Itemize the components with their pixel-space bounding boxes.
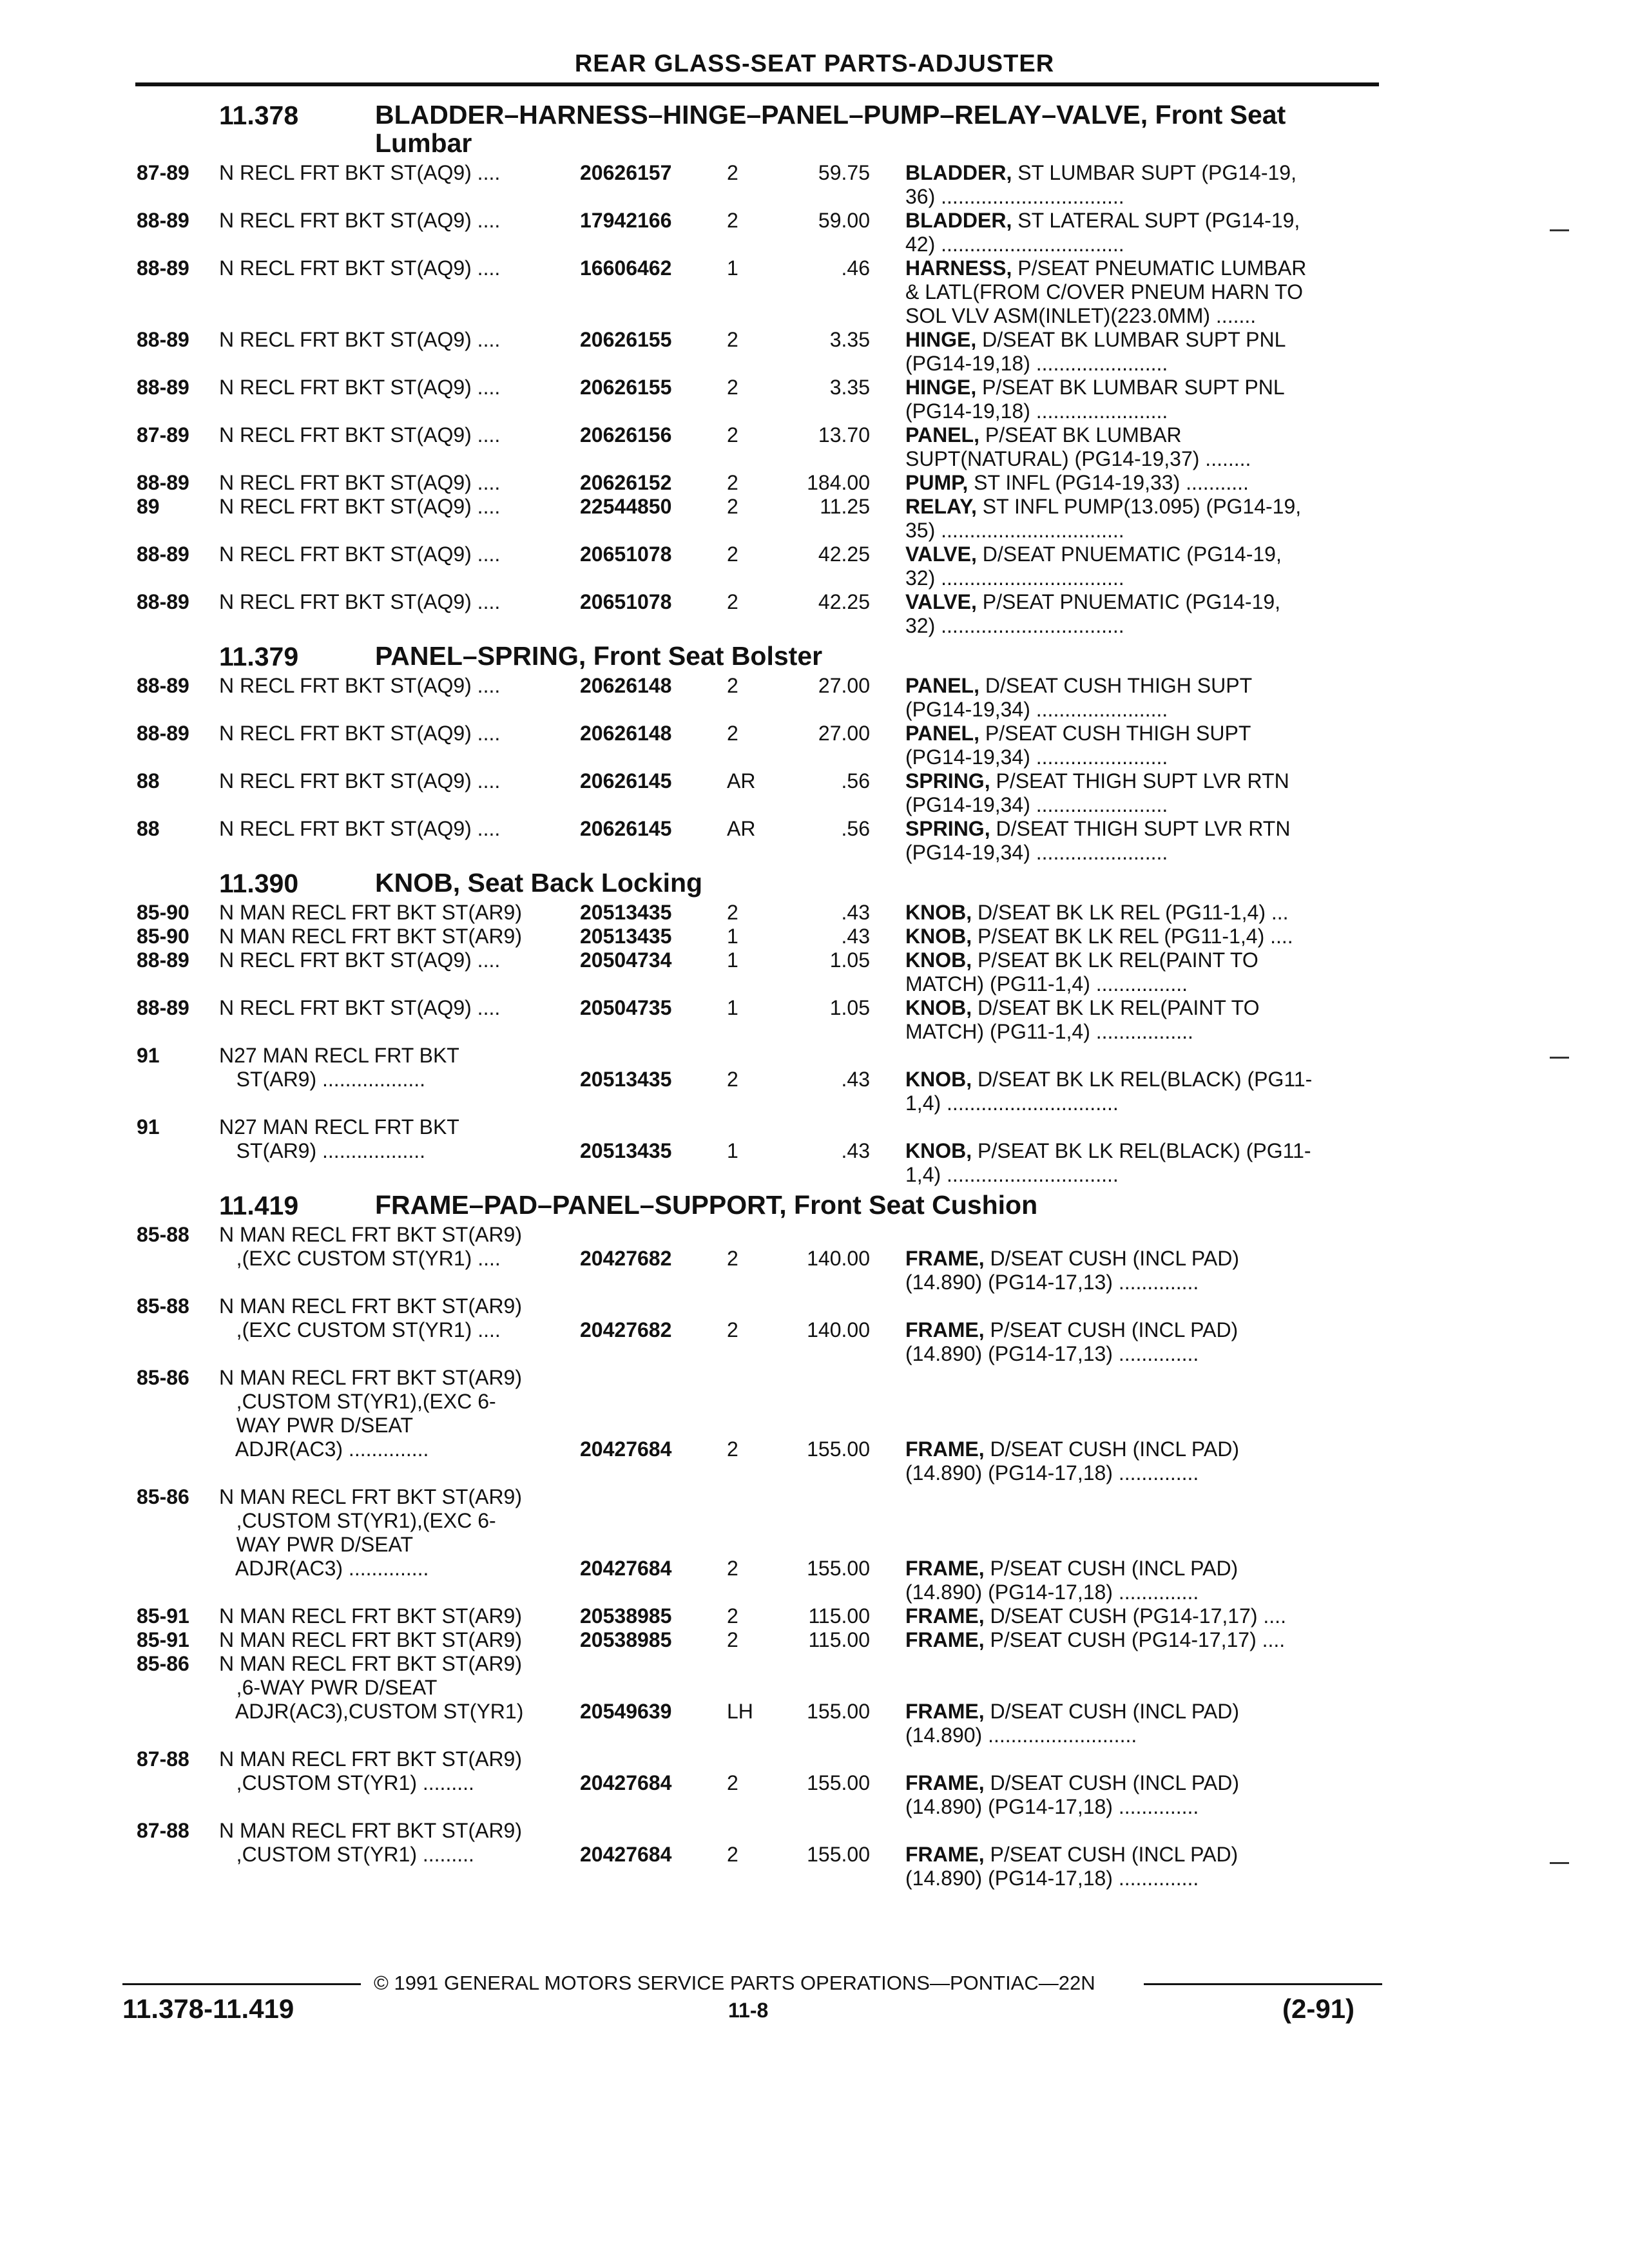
quantity: 2 (727, 495, 738, 518)
model-description: N MAN RECL FRT BKT ST(AR9) (219, 1628, 522, 1651)
model-year: 88-89 (137, 996, 189, 1019)
part-detail: P/SEAT CUSH (PG14-17,17) .... (984, 1628, 1286, 1651)
section-title: FRAME–PAD–PANEL–SUPPORT, Front Seat Cushion (375, 1190, 1038, 1220)
part-name: BLADDER, (905, 209, 1012, 232)
table-row (0, 1044, 1629, 1115)
section-number: 11.390 (219, 869, 299, 898)
part-description (905, 376, 1382, 423)
section-heading (0, 642, 1629, 674)
quantity: 2 (727, 209, 738, 232)
model-description: N MAN RECL FRT BKT ST(AR9) (219, 1604, 522, 1628)
part-description (905, 590, 1382, 638)
model-description: N RECL FRT BKT ST(AQ9) .... (219, 948, 501, 972)
part-description (905, 209, 1382, 256)
part-description (905, 1437, 1382, 1485)
price: .43 (841, 925, 870, 948)
part-description (905, 1247, 1382, 1294)
table-row (0, 161, 1629, 209)
part-description (905, 1068, 1382, 1115)
table-row (0, 471, 1629, 495)
quantity: 2 (727, 1318, 738, 1341)
part-number: 20427684 (580, 1771, 672, 1794)
part-number: 22544850 (580, 495, 672, 518)
price: .56 (841, 769, 870, 793)
table-row (0, 1819, 1629, 1890)
part-description (905, 1843, 1382, 1890)
model-description: N RECL FRT BKT ST(AQ9) .... (219, 376, 501, 399)
price: .56 (841, 817, 870, 840)
quantity: AR (727, 817, 756, 840)
part-description (905, 1318, 1382, 1366)
part-name: KNOB, (905, 996, 972, 1019)
part-description (905, 722, 1382, 769)
quantity: 2 (727, 328, 738, 351)
part-name: KNOB, (905, 1139, 972, 1162)
part-detail: D/SEAT BK LK REL(BLACK) (PG11- 1,4) .............................. (905, 1068, 1313, 1115)
quantity: 2 (727, 1437, 738, 1461)
part-detail: D/SEAT CUSH (INCL PAD) (14.890) (PG14-17,18) .............. (905, 1437, 1239, 1485)
table-row (0, 1747, 1629, 1819)
part-description (905, 543, 1382, 590)
model-description: N RECL FRT BKT ST(AQ9) .... (219, 674, 501, 697)
price: 59.00 (818, 209, 870, 232)
part-description (905, 161, 1382, 209)
price: 11.25 (820, 495, 870, 518)
quantity: 1 (727, 948, 738, 972)
quantity: 2 (727, 1557, 738, 1580)
part-name: FRAME, (905, 1247, 985, 1270)
quantity: 1 (727, 996, 738, 1019)
model-description: N RECL FRT BKT ST(AQ9) .... (219, 256, 501, 280)
margin-tick (1550, 1862, 1569, 1864)
part-detail: P/SEAT CUSH (INCL PAD) (14.890) (PG14-17,18) .............. (905, 1557, 1239, 1604)
part-number: 20504734 (580, 948, 672, 972)
part-description (905, 925, 1382, 948)
table-row (0, 817, 1629, 865)
part-number: 20427682 (580, 1247, 672, 1270)
model-description: N RECL FRT BKT ST(AQ9) .... (219, 543, 501, 566)
footer-rule-right (1144, 1983, 1382, 1985)
part-description (905, 769, 1382, 817)
model-description: N MAN RECL FRT BKT ST(AR9) (219, 925, 522, 948)
table-row (0, 901, 1629, 925)
model-year: 88-89 (137, 543, 189, 566)
part-name: FRAME, (905, 1437, 985, 1461)
part-name: FRAME, (905, 1557, 985, 1580)
model-year: 88 (137, 817, 160, 840)
part-number: 20626155 (580, 376, 672, 399)
part-name: KNOB, (905, 1068, 972, 1091)
model-year: 89 (137, 495, 160, 518)
model-year: 87-89 (137, 423, 189, 447)
margin-tick (1550, 1057, 1569, 1059)
quantity: 2 (727, 471, 738, 494)
model-year: 91 (137, 1044, 160, 1067)
part-detail: D/SEAT CUSH THIGH SUPT (PG14-19,34) ....................... (905, 674, 1253, 721)
part-description (905, 1139, 1382, 1187)
part-detail: P/SEAT THIGH SUPT LVR RTN (PG14-19,34) ....................... (905, 769, 1289, 816)
quantity: 2 (727, 674, 738, 697)
quantity: 2 (727, 423, 738, 447)
quantity: 2 (727, 1247, 738, 1270)
table-row (0, 543, 1629, 590)
price: 155.00 (807, 1843, 870, 1866)
revision-date: (2-91) (1282, 1994, 1355, 2024)
model-year: 85-91 (137, 1604, 189, 1628)
price: 184.00 (807, 471, 870, 494)
part-detail: D/SEAT BK LUMBAR SUPT PNL (PG14-19,18) ....................... (905, 328, 1286, 375)
price: 115.00 (808, 1604, 870, 1628)
part-description (905, 948, 1382, 996)
section-number: 11.378 (219, 101, 299, 130)
part-name: KNOB, (905, 948, 972, 972)
quantity: 2 (727, 590, 738, 613)
model-description: N MAN RECL FRT BKT ST(AR9) ,CUSTOM ST(YR1) ......... (219, 1819, 522, 1866)
section-title: KNOB, Seat Back Locking (375, 868, 703, 898)
model-description: N RECL FRT BKT ST(AQ9) .... (219, 590, 501, 613)
model-description: N RECL FRT BKT ST(AQ9) .... (219, 722, 501, 745)
price: 155.00 (807, 1437, 870, 1461)
part-detail: P/SEAT BK LK REL (PG11-1,4) .... (972, 925, 1293, 948)
part-detail: D/SEAT BK LK REL(PAINT TO MATCH) (PG11-1,4) ................. (905, 996, 1260, 1043)
price: 140.00 (807, 1318, 870, 1341)
quantity: 2 (727, 543, 738, 566)
model-description: N27 MAN RECL FRT BKT ST(AR9) .................. (219, 1044, 459, 1091)
price: .43 (841, 1068, 870, 1091)
model-description: N MAN RECL FRT BKT ST(AR9) ,CUSTOM ST(YR1) ......... (219, 1747, 522, 1794)
table-row (0, 1485, 1629, 1604)
model-year: 88-89 (137, 674, 189, 697)
section-title: PANEL–SPRING, Front Seat Bolster (375, 641, 823, 671)
price: 42.25 (818, 590, 870, 613)
part-name: PANEL, (905, 722, 979, 745)
table-row (0, 1628, 1629, 1652)
quantity: 2 (727, 901, 738, 924)
part-detail: P/SEAT BK LK REL(BLACK) (PG11- 1,4) .............................. (905, 1139, 1311, 1186)
part-number: 20427682 (580, 1318, 672, 1341)
model-year: 85-88 (137, 1223, 189, 1246)
part-number: 20626145 (580, 769, 672, 793)
model-description: N MAN RECL FRT BKT ST(AR9) ,(EXC CUSTOM ST(YR1) .... (219, 1223, 522, 1270)
table-row (0, 769, 1629, 817)
model-description: N RECL FRT BKT ST(AQ9) .... (219, 996, 501, 1019)
model-year: 88-89 (137, 471, 189, 494)
header-rule (135, 82, 1379, 86)
part-detail: P/SEAT PNUEMATIC (PG14-19, 32) ................................ (905, 590, 1281, 637)
quantity: 2 (727, 722, 738, 745)
part-number: 17942166 (580, 209, 672, 232)
part-number: 20651078 (580, 590, 672, 613)
part-name: FRAME, (905, 1318, 985, 1341)
part-number: 20538985 (580, 1628, 672, 1651)
part-number: 20513435 (580, 925, 672, 948)
price: 42.25 (818, 543, 870, 566)
part-detail: D/SEAT PNUEMATIC (PG14-19, 32) ................................ (905, 543, 1282, 590)
price: .43 (841, 901, 870, 924)
table-row (0, 925, 1629, 948)
quantity: 2 (727, 1604, 738, 1628)
model-year: 85-91 (137, 1628, 189, 1651)
model-year: 88-89 (137, 948, 189, 972)
part-number: 20504735 (580, 996, 672, 1019)
model-year: 85-88 (137, 1294, 189, 1318)
table-row (0, 256, 1629, 328)
section-heading (0, 869, 1629, 901)
model-year: 85-86 (137, 1485, 189, 1508)
quantity: 1 (727, 925, 738, 948)
part-number: 20651078 (580, 543, 672, 566)
part-description (905, 1700, 1382, 1747)
part-detail: P/SEAT CUSH (INCL PAD) (14.890) (PG14-17,13) .............. (905, 1318, 1239, 1365)
quantity: 2 (727, 1771, 738, 1794)
part-detail: D/SEAT BK LK REL (PG11-1,4) ... (972, 901, 1289, 924)
price: 27.00 (818, 674, 870, 697)
section-heading (0, 1191, 1629, 1223)
quantity: 1 (727, 1139, 738, 1162)
part-name: RELAY, (905, 495, 977, 518)
part-name: BLADDER, (905, 161, 1012, 184)
margin-tick (1550, 229, 1569, 231)
part-name: VALVE, (905, 543, 977, 566)
price: 140.00 (807, 1247, 870, 1270)
part-detail: P/SEAT CUSH (INCL PAD) (14.890) (PG14-17,18) .............. (905, 1843, 1239, 1890)
part-name: FRAME, (905, 1604, 985, 1628)
section-range: 11.378-11.419 (122, 1994, 294, 2024)
table-row (0, 1604, 1629, 1628)
model-description: N RECL FRT BKT ST(AQ9) .... (219, 209, 501, 232)
section-number: 11.419 (219, 1191, 299, 1220)
model-description: N MAN RECL FRT BKT ST(AR9) ,CUSTOM ST(YR1),(EXC 6- WAY PWR D/SEAT ADJR(AC3) .............. (219, 1366, 522, 1461)
model-year: 87-88 (137, 1747, 189, 1771)
part-name: FRAME, (905, 1628, 985, 1651)
part-description (905, 996, 1382, 1044)
model-description: N27 MAN RECL FRT BKT ST(AR9) .................. (219, 1115, 459, 1162)
model-description: N RECL FRT BKT ST(AQ9) .... (219, 471, 501, 494)
table-row (0, 376, 1629, 423)
table-row (0, 495, 1629, 543)
model-description: N MAN RECL FRT BKT ST(AR9) ,(EXC CUSTOM ST(YR1) .... (219, 1294, 522, 1341)
part-detail: P/SEAT PNEUMATIC LUMBAR & LATL(FROM C/OVER PNEUM HARN TO SOL VLV ASM(INLET)(223.0MM) ....... (905, 256, 1307, 327)
section-title: BLADDER–HARNESS–HINGE–PANEL–PUMP–RELAY–VALVE, Front Seat Lumbar (375, 100, 1286, 158)
footer-rule-left (122, 1983, 361, 1985)
price: 155.00 (807, 1557, 870, 1580)
model-year: 88-89 (137, 256, 189, 280)
price: 1.05 (829, 948, 870, 972)
part-description (905, 495, 1382, 543)
part-detail: P/SEAT BK LK REL(PAINT TO MATCH) (PG11-1,4) ................ (905, 948, 1258, 995)
part-name: HINGE, (905, 328, 977, 351)
price: 13.70 (818, 423, 870, 447)
part-name: FRAME, (905, 1843, 985, 1866)
part-name: PANEL, (905, 674, 979, 697)
page-number: 11-8 (728, 1999, 769, 2022)
part-detail: P/SEAT CUSH THIGH SUPT (PG14-19,34) ....................... (905, 722, 1251, 769)
price: 3.35 (829, 376, 870, 399)
part-description (905, 423, 1382, 471)
quantity: 2 (727, 1628, 738, 1651)
model-description: N RECL FRT BKT ST(AQ9) .... (219, 161, 501, 184)
model-year: 85-86 (137, 1652, 189, 1675)
part-description (905, 1628, 1382, 1652)
part-number: 20427684 (580, 1437, 672, 1461)
part-number: 20626148 (580, 722, 672, 745)
table-row (0, 1223, 1629, 1294)
parts-list (0, 97, 1629, 1890)
part-description (905, 901, 1382, 925)
table-row (0, 996, 1629, 1044)
part-number: 20626156 (580, 423, 672, 447)
part-number: 20513435 (580, 901, 672, 924)
part-number: 20549639 (580, 1700, 672, 1723)
model-year: 85-86 (137, 1366, 189, 1389)
part-number: 16606462 (580, 256, 672, 280)
table-row (0, 590, 1629, 638)
part-detail: ST LATERAL SUPT (PG14-19, 42) ................................ (905, 209, 1300, 256)
part-name: PANEL, (905, 423, 979, 447)
part-number: 20538985 (580, 1604, 672, 1628)
model-description: N RECL FRT BKT ST(AQ9) .... (219, 769, 501, 793)
table-row (0, 1115, 1629, 1187)
quantity: 2 (727, 161, 738, 184)
price: 3.35 (829, 328, 870, 351)
price: 155.00 (807, 1700, 870, 1723)
model-description: N MAN RECL FRT BKT ST(AR9) (219, 901, 522, 924)
table-row (0, 674, 1629, 722)
model-year: 88-89 (137, 376, 189, 399)
part-detail: D/SEAT CUSH (INCL PAD) (14.890) .......................... (905, 1700, 1239, 1747)
part-number: 20427684 (580, 1843, 672, 1866)
quantity: 2 (727, 376, 738, 399)
part-description (905, 674, 1382, 722)
part-detail: D/SEAT THIGH SUPT LVR RTN (PG14-19,34) ....................... (905, 817, 1291, 864)
table-row (0, 722, 1629, 769)
part-name: FRAME, (905, 1771, 985, 1794)
part-name: FRAME, (905, 1700, 985, 1723)
price: .46 (841, 256, 870, 280)
model-description: N RECL FRT BKT ST(AQ9) .... (219, 423, 501, 447)
part-number: 20513435 (580, 1068, 672, 1091)
quantity: AR (727, 769, 756, 793)
part-description (905, 256, 1382, 328)
price: .43 (841, 1139, 870, 1162)
model-description: N RECL FRT BKT ST(AQ9) .... (219, 495, 501, 518)
table-row (0, 1652, 1629, 1747)
model-year: 88-89 (137, 590, 189, 613)
quantity: LH (727, 1700, 753, 1723)
part-detail: D/SEAT CUSH (INCL PAD) (14.890) (PG14-17,18) .............. (905, 1771, 1239, 1818)
model-year: 91 (137, 1115, 160, 1139)
part-name: PUMP, (905, 471, 969, 494)
part-name: SPRING, (905, 769, 990, 793)
part-name: HINGE, (905, 376, 977, 399)
part-detail: D/SEAT CUSH (INCL PAD) (14.890) (PG14-17,13) .............. (905, 1247, 1239, 1294)
part-name: HARNESS, (905, 256, 1012, 280)
part-description (905, 471, 1382, 495)
model-description: N MAN RECL FRT BKT ST(AR9) ,6-WAY PWR D/SEAT ADJR(AC3),CUSTOM ST(YR1) (219, 1652, 524, 1723)
part-description (905, 328, 1382, 376)
part-detail: ST INFL (PG14-19,33) ........... (968, 471, 1249, 494)
part-detail: ST INFL PUMP(13.095) (PG14-19, 35) ................................ (905, 495, 1302, 542)
model-year: 88-89 (137, 722, 189, 745)
part-name: SPRING, (905, 817, 990, 840)
model-year: 88-89 (137, 209, 189, 232)
section-heading (0, 101, 1629, 161)
part-detail: ST LUMBAR SUPT (PG14-19, 36) ................................ (905, 161, 1296, 208)
price: 1.05 (829, 996, 870, 1019)
part-name: KNOB, (905, 925, 972, 948)
part-number: 20626145 (580, 817, 672, 840)
copyright-text: © 1991 GENERAL MOTORS SERVICE PARTS OPERATIONS—PONTIAC—22N (374, 1972, 1095, 1994)
model-year: 88-89 (137, 328, 189, 351)
quantity: 2 (727, 1068, 738, 1091)
model-description: N MAN RECL FRT BKT ST(AR9) ,CUSTOM ST(YR1),(EXC 6- WAY PWR D/SEAT ADJR(AC3) .............. (219, 1485, 522, 1580)
table-row (0, 1366, 1629, 1485)
table-row (0, 209, 1629, 256)
quantity: 1 (727, 256, 738, 280)
part-number: 20626152 (580, 471, 672, 494)
price: 155.00 (807, 1771, 870, 1794)
model-year: 87-88 (137, 1819, 189, 1842)
model-year: 85-90 (137, 901, 189, 924)
part-detail: P/SEAT BK LUMBAR SUPT(NATURAL) (PG14-19,37) ........ (905, 423, 1251, 470)
part-number: 20513435 (580, 1139, 672, 1162)
part-number: 20427684 (580, 1557, 672, 1580)
price: 59.75 (818, 161, 870, 184)
part-detail: D/SEAT CUSH (PG14-17,17) .... (984, 1604, 1286, 1628)
price: 27.00 (818, 722, 870, 745)
part-description (905, 1557, 1382, 1604)
part-name: KNOB, (905, 901, 972, 924)
page-title: REAR GLASS-SEAT PARTS-ADJUSTER (574, 50, 1055, 77)
price: 115.00 (808, 1628, 870, 1651)
part-description (905, 1771, 1382, 1819)
table-row (0, 948, 1629, 996)
part-description (905, 1604, 1382, 1628)
model-year: 85-90 (137, 925, 189, 948)
model-year: 87-89 (137, 161, 189, 184)
part-description (905, 817, 1382, 865)
part-number: 20626148 (580, 674, 672, 697)
quantity: 2 (727, 1843, 738, 1866)
table-row (0, 328, 1629, 376)
part-number: 20626155 (580, 328, 672, 351)
table-row (0, 423, 1629, 471)
part-name: VALVE, (905, 590, 977, 613)
section-number: 11.379 (219, 642, 299, 671)
model-description: N RECL FRT BKT ST(AQ9) .... (219, 328, 501, 351)
part-detail: P/SEAT BK LUMBAR SUPT PNL (PG14-19,18) ....................... (905, 376, 1285, 423)
part-number: 20626157 (580, 161, 672, 184)
table-row (0, 1294, 1629, 1366)
model-year: 88 (137, 769, 160, 793)
model-description: N RECL FRT BKT ST(AQ9) .... (219, 817, 501, 840)
